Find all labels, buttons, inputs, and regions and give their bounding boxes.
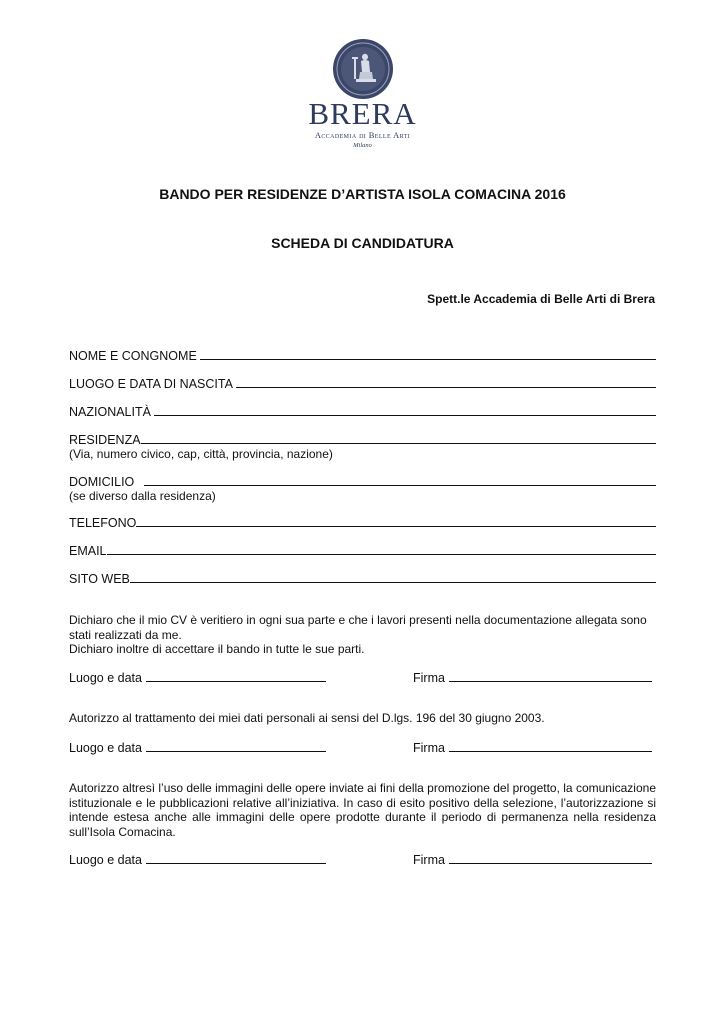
- field-label: SITO WEB: [69, 572, 130, 586]
- residence-field[interactable]: [69, 432, 656, 461]
- field-hint: (se diverso dalla residenza): [69, 489, 216, 503]
- domicile-field[interactable]: [69, 474, 656, 503]
- sign-label: Firma: [413, 741, 445, 755]
- sign-line[interactable]: [449, 670, 652, 682]
- field-label: LUOGO E DATA DI NASCITA: [69, 377, 233, 391]
- phone-field[interactable]: [69, 515, 656, 530]
- signature-row-1: [69, 670, 656, 686]
- signature-row-3: [69, 852, 656, 868]
- declaration-line-2: Dichiaro inoltre di accettare il bando in tutte le sue parti.: [69, 642, 365, 656]
- place-date-line[interactable]: [146, 740, 326, 752]
- place-date-line[interactable]: [146, 670, 326, 682]
- brand-city: Milano: [353, 142, 372, 149]
- birth-field[interactable]: [69, 376, 656, 391]
- signature-row-2: [69, 740, 656, 756]
- name-field[interactable]: [69, 348, 656, 363]
- field-line[interactable]: [130, 571, 656, 583]
- sign-line[interactable]: [449, 852, 652, 864]
- place-date-label: Luogo e data: [69, 853, 142, 867]
- addressee: Spett.le Accademia di Belle Arti di Brera: [427, 292, 655, 306]
- field-label: DOMICILIO: [69, 475, 135, 489]
- field-line[interactable]: [200, 348, 656, 360]
- document-subtitle: SCHEDA DI CANDIDATURA: [271, 235, 454, 251]
- field-line[interactable]: [144, 474, 656, 486]
- sign-label: Firma: [413, 671, 445, 685]
- field-line[interactable]: [107, 543, 656, 555]
- brand-name: BRERA: [308, 96, 417, 131]
- field-hint: (Via, numero civico, cap, città, provincia, nazione): [69, 447, 333, 461]
- field-line[interactable]: [141, 432, 656, 444]
- declaration: [69, 613, 656, 657]
- sign-line[interactable]: [449, 740, 652, 752]
- place-date-label: Luogo e data: [69, 741, 142, 755]
- field-label: TELEFONO: [69, 516, 137, 530]
- field-line[interactable]: [136, 515, 656, 527]
- academy-seal-icon: [332, 38, 394, 100]
- field-line[interactable]: [154, 404, 656, 416]
- sign-label: Firma: [413, 853, 445, 867]
- field-line[interactable]: [236, 376, 656, 388]
- document-title: BANDO PER RESIDENZE D’ARTISTA ISOLA COMACINA 2016: [159, 186, 566, 202]
- field-label: EMAIL: [69, 544, 107, 558]
- images-consent: Autorizzo altresì l’uso delle immagini delle opere inviate ai fini della promozione del progetto, la comunicazione istituzionale e le pubblicazioni relative all’iniziativa. In caso di esito positivo della selezione, l’autorizzazione si intende estesa anche alle immagini delle opere prodotte durante il periodo di permanenza nella residenza sull’Isola Comacina.: [69, 781, 656, 839]
- website-field[interactable]: [69, 571, 656, 586]
- brera-logo: [300, 38, 425, 150]
- field-label: NAZIONALITÀ: [69, 405, 151, 419]
- field-label: NOME E CONGNOME: [69, 349, 197, 363]
- declaration-line-1: Dichiaro che il mio CV è veritiero in ogni sua parte e che i lavori presenti nella documentazione allegata sono stati realizzati da me.: [69, 613, 647, 642]
- nationality-field[interactable]: [69, 404, 656, 419]
- field-label: RESIDENZA: [69, 433, 141, 447]
- email-field[interactable]: [69, 543, 656, 558]
- privacy-consent: Autorizzo al trattamento dei miei dati personali ai sensi del D.lgs. 196 del 30 giugno 2003.: [69, 711, 545, 725]
- brand-subtitle: Accademia di Belle Arti: [314, 130, 411, 140]
- place-date-line[interactable]: [146, 852, 326, 864]
- place-date-label: Luogo e data: [69, 671, 142, 685]
